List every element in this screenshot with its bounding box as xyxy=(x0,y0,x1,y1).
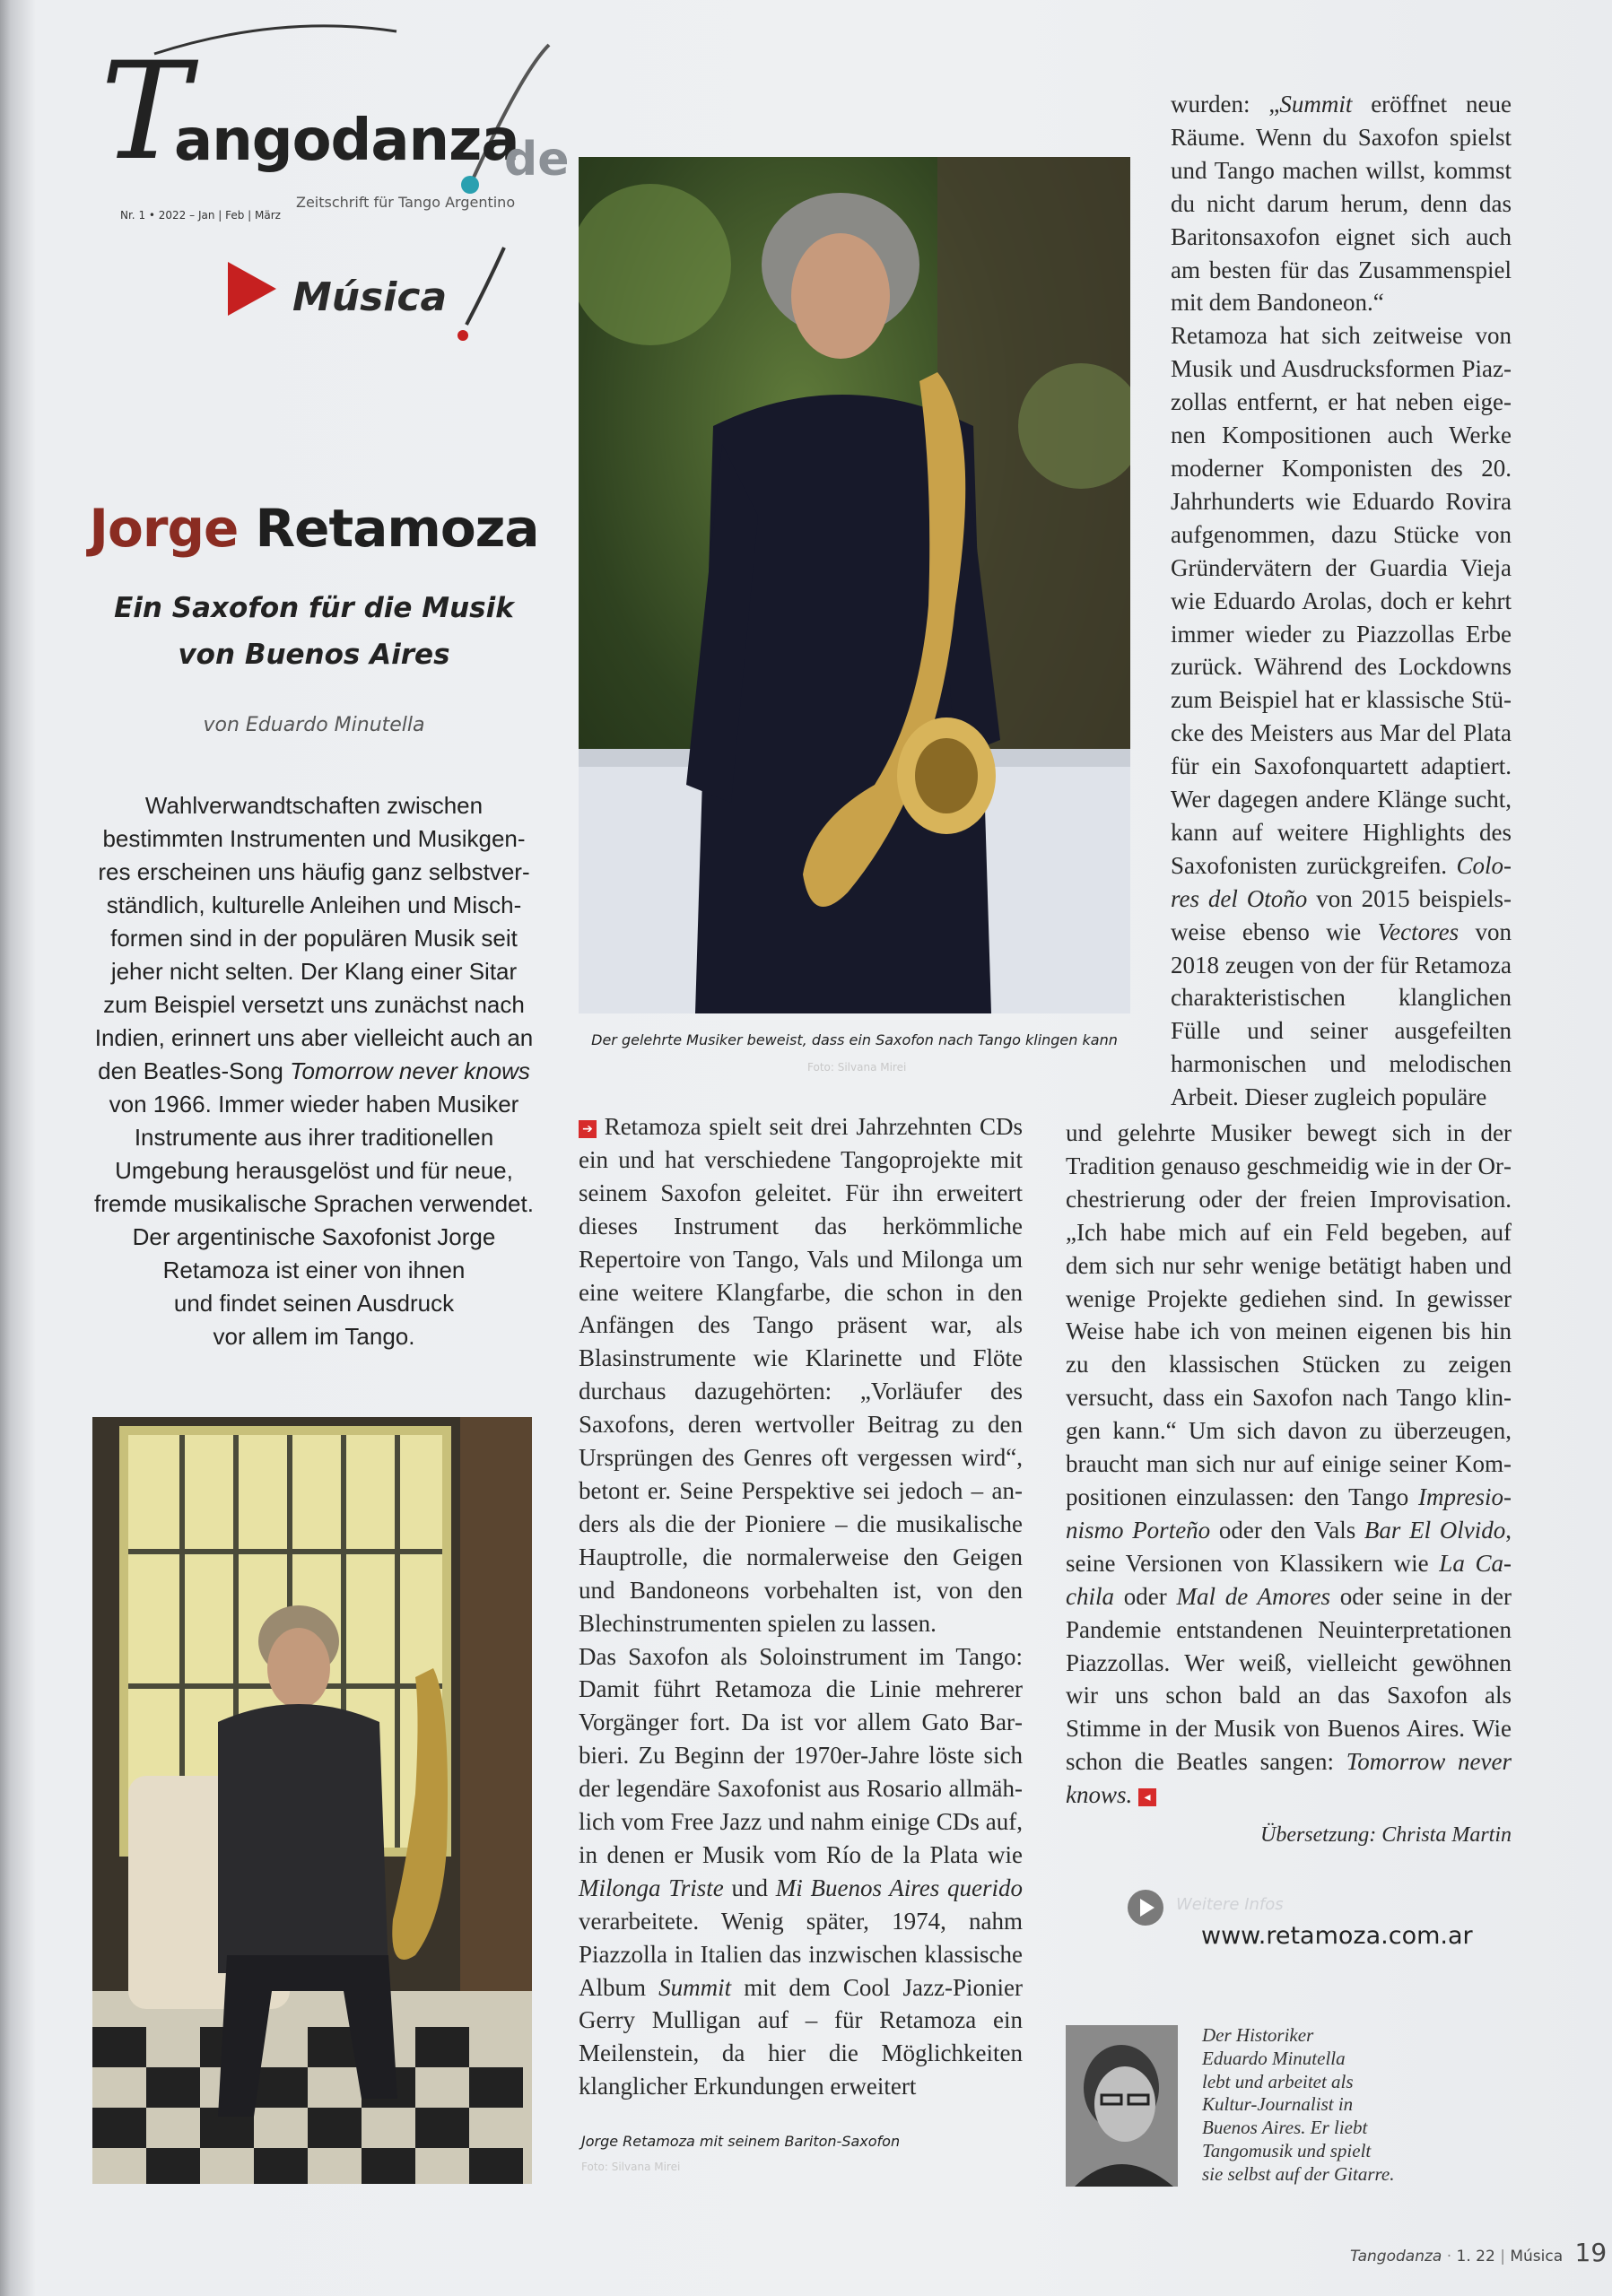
subtitle-line-2: von Buenos Aires xyxy=(178,639,450,671)
bio-line: Eduardo Minutella xyxy=(1202,2047,1346,2069)
website-label: Weitere Infos xyxy=(1176,1895,1284,1914)
intro-line: formen sind in der populären Musik seit xyxy=(110,925,518,952)
paragraph-text: oder xyxy=(1114,1582,1177,1610)
website-link[interactable]: www.retamoza.com.ar xyxy=(1201,1922,1473,1950)
main-photo-credit: Foto: Silvana Mirei xyxy=(807,1061,907,1074)
intro-line: Umgebung herausgelöst und für neue, xyxy=(115,1157,513,1184)
article-start-icon: ➔ xyxy=(579,1120,597,1138)
intro-line: res erscheinen uns häufig ganz selbstver- xyxy=(98,858,530,885)
bio-line: lebt und arbeitet als xyxy=(1202,2070,1354,2092)
paragraph-text: Das Saxofon als Soloinstrument im Tango: Damit führt Retamoza die Linie mehrerer Vorgänger fort. Da ist vor allem Gato Barbieri. Zu Beginn der 1970er-Jahre löste sich der legendäre Saxofonist aus Rosario allmählich vom Free Jazz und nahm einige CDs auf, in denen er Musik vom Río de la Plata wie xyxy=(579,1642,1023,1868)
author-bio xyxy=(1202,2024,1435,2187)
footer-issue: 1. 22 xyxy=(1456,2248,1495,2266)
masthead-logo xyxy=(100,18,570,224)
paragraph xyxy=(579,1640,1023,2104)
paragraph-text: und gelehrte Musiker bewegt sich in der Tradition genauso geschmeidig wie in der Orchestrierung oder der freien Improvisation. „Ich habe mich auf ein Feld begeben, auf dem sich nur sehr wenige betätigt haben und wenige Projekte gediehen sind. In gewisser Weise habe ich von meinen eigenen bis hin zu den klassischen Stücken zu zeigen versucht, dass ein Saxofon nach Tango klingen kann.“ Um sich davon zu überzeugen, braucht man sich nur auf einige seiner Kompositionen einzulassen: den Tango xyxy=(1066,1119,1512,1510)
second-photo-caption: Jorge Retamoza mit seinem Bariton-Saxofon xyxy=(581,2133,901,2150)
work-title: Bar El Olvido xyxy=(1364,1516,1506,1544)
intro-line: Wahlverwandtschaften zwischen xyxy=(144,792,484,819)
paragraph-text: wurden: „ xyxy=(1171,91,1280,117)
paragraph-text: Retamoza hat sich zeitweise von Musik und Ausdrucksformen Piazzollas entfernt, er hat neben eigenen Kompositionen auch Werke moderner Komponisten des 20. Jahrhunderts wie Eduardo Rovira aufgenommen, dazu Stücke von Gründervätern der Guardia Vieja wie Eduardo Arolas, doch er kehrt immer wieder zu Piazzollas Erbe zurück. Während des Lockdowns zum Beispiel hat er klassische Stücke des Meisters aus Mar del Plata für ein Saxofonquartett adaptiert. Wer dagegen andere Klänge sucht, kann auf weitere Highlights des Saxofonisten zurückgreifen. xyxy=(1171,322,1512,879)
intro-line xyxy=(85,1055,543,1088)
author-byline: von Eduardo Minutella xyxy=(203,714,425,736)
song-title: Tomorrow never knows. xyxy=(1066,1748,1512,1809)
subtitle-line-1: Ein Saxofon für die Musik xyxy=(114,592,514,624)
body-column-3-top xyxy=(1171,88,1512,1114)
work-title: Mal de Amores xyxy=(1176,1582,1330,1610)
bio-line: sie selbst auf der Gitarre. xyxy=(1202,2162,1395,2185)
album-title: Mi Buenos Aires querido xyxy=(775,1874,1023,1901)
second-photo xyxy=(92,1417,532,2184)
author-photo xyxy=(1066,2025,1178,2187)
song-title: Tomorrow never knows xyxy=(290,1057,530,1084)
intro-line: ständlich, kulturelle Anleihen und Misch- xyxy=(106,891,522,918)
paragraph xyxy=(1066,1117,1512,1812)
album-title: Vectores xyxy=(1377,918,1460,945)
intro-line: von 1966. Immer wieder haben Musiker xyxy=(109,1091,519,1118)
paragraph xyxy=(1171,88,1512,319)
logo-domain: de xyxy=(504,133,570,187)
play-arrow-icon xyxy=(224,257,287,319)
intro-line-text: den Beatles-Song xyxy=(98,1057,291,1084)
body-column-2 xyxy=(579,1110,1023,2103)
body-column-3-bottom xyxy=(1066,1117,1512,1852)
intro-line: fremde musikalische Sprachen verwendet. xyxy=(94,1190,534,1217)
exclamation-mark-icon xyxy=(450,242,522,350)
page-footer: Tangodanza · 1. 22 | Música 19 xyxy=(1350,2238,1608,2267)
work-title: Impresionismo Porteño xyxy=(1066,1483,1512,1544)
main-photo-caption: Der gelehrte Musiker beweist, dass ein Saxofon nach Tango klingen kann xyxy=(591,1031,1118,1048)
article-title xyxy=(0,498,628,559)
article-end-icon: ◂ xyxy=(1138,1788,1156,1806)
album-title: Summit xyxy=(658,1973,732,2001)
intro-line: vor allem im Tango. xyxy=(213,1323,415,1350)
logo-script-letter: T xyxy=(100,34,191,190)
album-title: Colores del Otoño xyxy=(1171,851,1512,912)
paragraph-text: von 2015 beispielsweise ebenso wie xyxy=(1171,884,1512,945)
play-circle-icon xyxy=(1126,1888,1165,1927)
paragraph-text: verarbeitete. Wenig später, 1974, nahm Piazzolla in Italien das inzwischen klassische Album xyxy=(579,1907,1023,2001)
paragraph-text: eröffnet neue Räume. Wenn du Saxofon spielst und Tango machen willst, kommst du nicht darum herum, denn das Baritonsaxofon eignet sich auch am besten für das Zusammenspiel mit dem Bandoneon.“ xyxy=(1171,91,1512,317)
paragraph-text: und xyxy=(723,1874,776,1901)
paragraph-text: von 2018 zeugen von der für Retamoza charakteristischen klanglichen Fülle und seiner ausgefeilten harmonischen und melodischen Arbeit. Dieser zugleich populäre xyxy=(1171,918,1512,1111)
logo-wordmark: angodanza xyxy=(174,108,519,174)
title-last-name: Retamoza xyxy=(255,498,539,559)
intro-line: Indien, erinnert uns aber vielleicht auch an xyxy=(94,1024,534,1051)
bio-line: Der Historiker xyxy=(1202,2024,1314,2046)
paragraph xyxy=(579,1110,1023,1640)
bio-line: Kultur-Journalist in xyxy=(1202,2093,1354,2116)
logo-subtitle: Zeitschrift für Tango Argentino xyxy=(296,194,516,211)
website-box xyxy=(1126,1888,1503,1969)
intro-line: Instrumente aus ihrer traditionellen xyxy=(134,1124,494,1151)
paragraph xyxy=(1171,319,1512,1114)
footer-brand: Tangodanza xyxy=(1350,2248,1442,2266)
intro-line: Der argentinische Saxofonist Jorge xyxy=(132,1223,496,1250)
page-number: 19 xyxy=(1574,2238,1608,2267)
title-first-name: Jorge xyxy=(89,498,239,559)
author-portrait xyxy=(1066,2025,1178,2187)
section-header xyxy=(224,242,529,350)
intro-line: jeher nicht selten. Der Klang einer Sitar xyxy=(110,958,518,985)
intro-paragraph xyxy=(85,789,543,1353)
photo-saxophonist-standing xyxy=(579,157,1130,1013)
intro-line: und findet seinen Ausdruck xyxy=(173,1290,455,1317)
paragraph-text: Retamoza spielt seit drei Jahrzehnten CDs ein und hat verschiedene Tangoprojekte mit seinem Saxofon geleitet. Für ihn erweitert dieses Instrument das herkömmliche Repertoire von Tango, Vals und Milonga um eine weitere Klangfarbe, die schon in den Anfängen des Tango präsent war, als Blasinstrumente wie Klarinette und Flöte durchaus dazugehörten: „Vorläufer des Saxofons, deren wertvoller Beitrag zu den Ursprüngen des Genres oft vergessen wird“, betont er. Seine Perspektive sei jedoch – anders als die der Pioniere – die musikalische Hauptrolle, die normalerweise den Geigen und Bandoneons vorbehalten ist, von den Blechinstrumenten spielen zu lassen. xyxy=(579,1113,1023,1637)
paragraph-text: , seine Versionen von Klassikern wie xyxy=(1066,1516,1512,1577)
main-photo xyxy=(579,157,1130,1013)
work-title: La Cachila xyxy=(1066,1549,1512,1610)
translation-credit: Übersetzung: Christa Martin xyxy=(1259,1823,1512,1848)
album-title: Summit xyxy=(1279,91,1353,117)
photo-saxophonist-seated xyxy=(92,1417,532,2184)
intro-line: zum Beispiel versetzt uns zunächst nach xyxy=(103,991,525,1018)
intro-line: Retamoza ist einer von ihnen xyxy=(162,1257,466,1283)
footer-section: Música xyxy=(1510,2248,1564,2266)
second-photo-credit: Foto: Silvana Mirei xyxy=(581,2161,681,2173)
paragraph-text: oder seine in der Pandemie entstandenen Neuinterpretationen Piazzollas. Wer weiß, vielleicht gewöhnen wir uns schon bald an das Saxofon als Stimme in der Musik von Buenos Aires. Wie schon die Beatles sangen: xyxy=(1066,1582,1512,1776)
paragraph-text: oder den Vals xyxy=(1210,1516,1364,1544)
issue-number: Nr. 1 • 2022 – Jan | Feb | März xyxy=(120,209,281,222)
bio-line: Buenos Aires. Er liebt xyxy=(1202,2117,1368,2139)
album-title: Milonga Triste xyxy=(579,1874,724,1901)
paragraph-text: mit dem Cool Jazz-Pionier Gerry Mulligan auf – für Retamoza ein Meilenstein, da hier die Möglichkeiten klanglicher Erkundungen erweitert xyxy=(579,1973,1023,2100)
intro-line: bestimmten Instrumenten und Musikgen- xyxy=(102,825,526,852)
bio-line: Tangomusik und spielt xyxy=(1202,2139,1372,2161)
section-label: Música xyxy=(292,274,448,320)
article-subtitle xyxy=(0,585,628,678)
